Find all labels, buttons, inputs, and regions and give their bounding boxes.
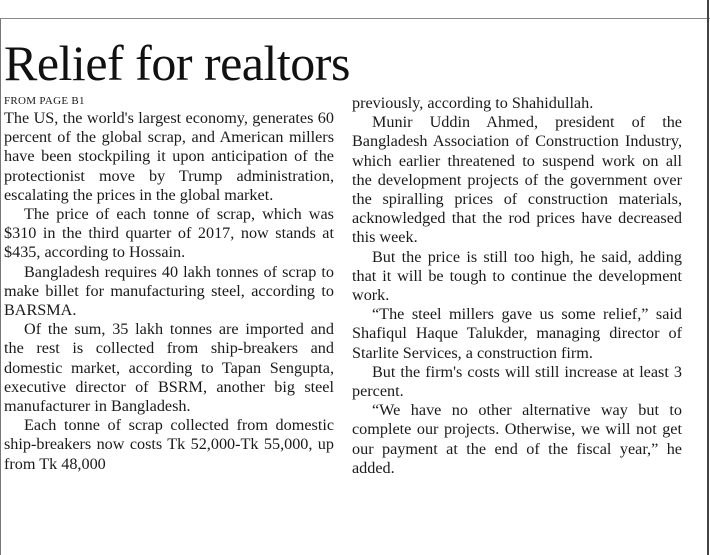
left-column-rule (0, 19, 1, 555)
paragraph: “The steel millers gave us some relief,” said Shafiqul Haque Talukder, managing director of Starlite Services, a construction firm. (352, 305, 682, 362)
right-edge-rule (707, 0, 709, 555)
paragraph: The US, the world's largest economy, generates 60 percent of the global scrap, and American millers have been stockpiling it upon anticipation of the protectionist move by Trump administration, escalating the prices in the global market. (4, 109, 334, 204)
paragraph: The price of each tonne of scrap, which was $310 in the third quarter of 2017, now stands at $435, according to Hossain. (4, 205, 334, 262)
paragraph: Each tonne of scrap collected from domestic ship-breakers now costs Tk 52,000-Tk 55,000, up from Tk 48,000 (4, 416, 334, 473)
paragraph: Munir Uddin Ahmed, president of the Bangladesh Association of Construction Industry, which earlier threatened to suspend work on all the development projects of the government over the spiralling prices of construction materials, acknowledged that the rod prices have decreased this week. (352, 113, 682, 247)
paragraph: But the firm's costs will still increase at least 3 percent. (352, 362, 682, 401)
paragraph: previously, according to Shahidullah. (352, 94, 594, 112)
paragraph: Bangladesh requires 40 lakh tonnes of scrap to make billet for manufacturing steel, according to BARSMA. (4, 262, 334, 320)
top-rule (0, 18, 710, 19)
article-column-left (4, 94, 334, 474)
paragraph: Of the sum, 35 lakh tonnes are imported and the rest is collected from ship-breakers and domestic market, according to Tapan Sengupta, executive director of BSRM, another big steel manufacturer in Bangladesh. (4, 320, 334, 416)
paragraph: “We have no other alternative way but to complete our projects. Otherwise, we will not get our payment at the end of the fiscal year,” he added. (352, 401, 682, 477)
headline: Relief for realtors (4, 35, 350, 91)
article-column-right (352, 94, 682, 478)
paragraph: But the price is still too high, he said, adding that it will be tough to continue the development work. (352, 247, 682, 305)
kicker: FROM PAGE B1 (4, 95, 85, 107)
